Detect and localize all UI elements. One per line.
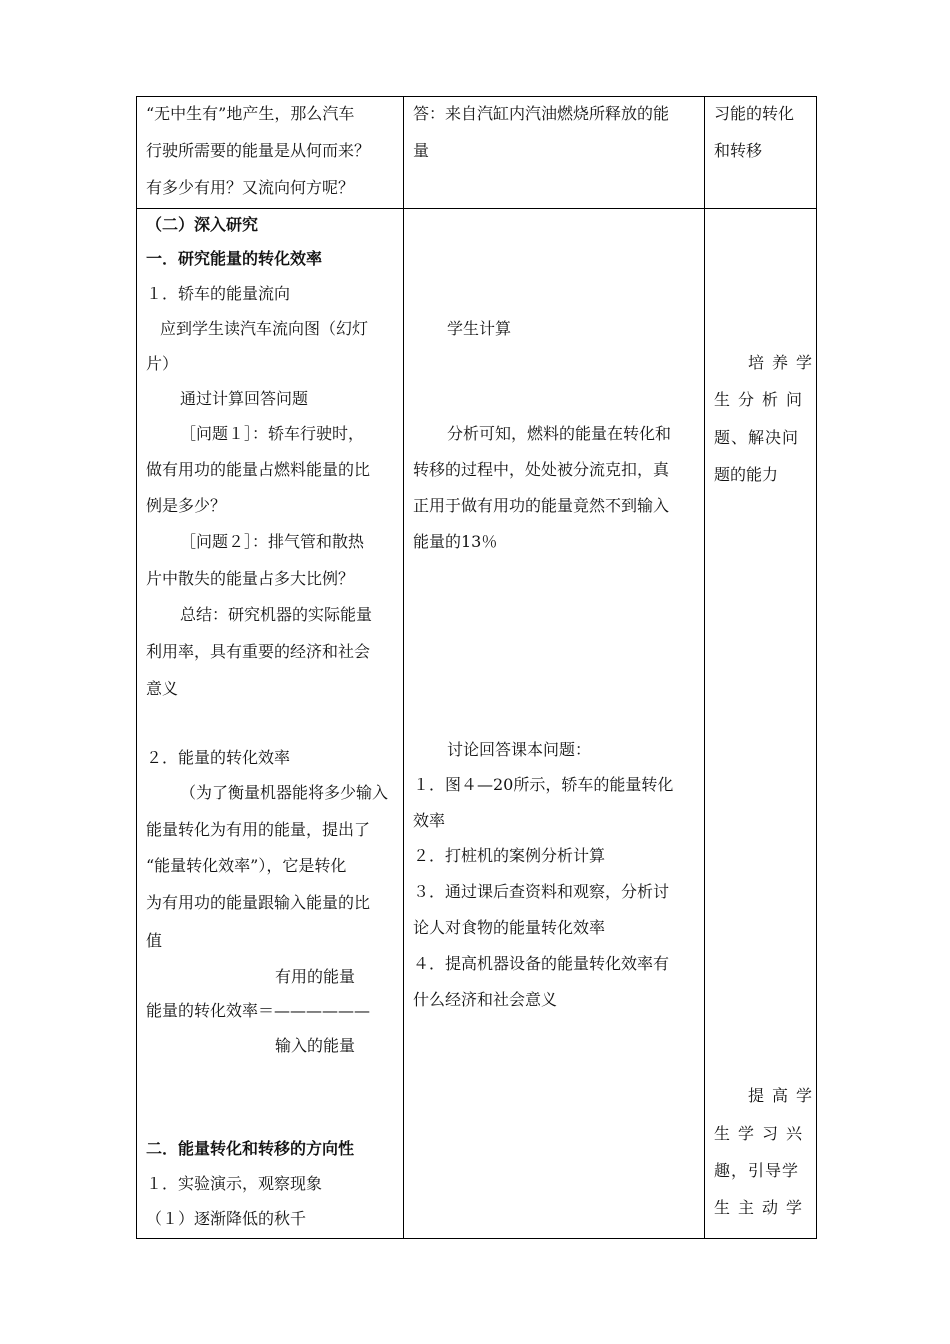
text-line: 能量转化为有用的能量，提出了: [146, 820, 371, 839]
discussion-item: ４．提高机器设备的能量转化效率有: [413, 954, 670, 973]
discussion-item: ３．通过课后查资料和观察，分析讨: [413, 882, 670, 901]
text-line: 做有用功的能量占燃料能量的比: [146, 460, 371, 479]
text-line: （为了衡量机器能将多少输入: [180, 783, 389, 802]
subheading-2: ２．能量的转化效率: [146, 748, 291, 767]
question-2: ［问题２］：排气管和散热: [180, 532, 365, 551]
formula-lhs: 能量的转化效率＝——————: [146, 1001, 371, 1020]
text-line: 为有用功的能量跟输入能量的比: [146, 893, 371, 912]
experiment-item: １．实验演示，观察现象: [146, 1174, 323, 1193]
analysis: 分析可知，燃料的能量在转化和: [447, 424, 672, 443]
discussion-item: ２．打桩机的案例分析计算: [413, 846, 606, 865]
top-left-line-3: 有多少有用？又流向何方呢？: [146, 178, 355, 197]
text-line: 应到学生读汽车流向图（幻灯: [160, 319, 369, 338]
table-top-border: [136, 96, 817, 97]
goal-text: 题的能力: [714, 465, 779, 484]
text-line: 值: [146, 931, 163, 950]
text-line: “能量转化效率”），它是转化: [146, 856, 347, 875]
discussion-heading: 讨论回答课本问题：: [447, 740, 592, 759]
goal-text: 趣，引导学: [714, 1161, 800, 1180]
text-line: 意义: [146, 679, 179, 698]
heading-2: 二．能量转化和转移的方向性: [146, 1139, 355, 1158]
experiment-subitem: （１）逐渐降低的秋千: [146, 1209, 307, 1228]
top-right-line-1: 习能的转化: [714, 104, 795, 123]
heading-1: 一．研究能量的转化效率: [146, 249, 323, 268]
subheading-1: １．轿车的能量流向: [146, 284, 291, 303]
goal-text: 生主动学: [714, 1198, 811, 1217]
table-bottom-border: [136, 1238, 817, 1239]
text-line: 通过计算回答问题: [180, 389, 309, 408]
text-line: 正用于做有用功的能量竟然不到输入: [413, 496, 670, 515]
summary: 总结：研究机器的实际能量: [180, 605, 373, 624]
text-line: 能量的13％: [413, 532, 498, 551]
text-line: 学生计算: [447, 319, 512, 338]
goal-text: 培养学: [748, 353, 821, 372]
text-line: 效率: [413, 811, 446, 830]
top-left-line-1: “无中生有”地产生，那么汽车: [146, 104, 355, 123]
top-left-line-2: 行驶所需要的能量是从何而来？: [146, 141, 371, 160]
goal-text: 生学习兴: [714, 1124, 811, 1143]
table-right-border: [816, 96, 817, 1239]
top-mid-line-1: 答：来自汽缸内汽油燃烧所释放的能: [413, 104, 670, 123]
goal-text: 生分析问: [714, 390, 811, 409]
question-1: ［问题１］：轿车行驶时，: [180, 424, 365, 443]
text-line: 什么经济和社会意义: [413, 990, 558, 1009]
discussion-item: １．图４—20所示，轿车的能量转化: [413, 775, 674, 794]
text-line: 转移的过程中，处处被分流克扣，真: [413, 460, 670, 479]
table-row-divider: [136, 208, 817, 209]
goal-text: 题、解决问: [714, 428, 800, 447]
section-heading: （二）深入研究: [146, 215, 259, 234]
table-left-border: [136, 96, 137, 1239]
goal-text: 提高学: [748, 1086, 821, 1105]
text-line: 利用率，具有重要的经济和社会: [146, 642, 371, 661]
formula-denominator: 输入的能量: [275, 1036, 356, 1055]
top-mid-line-2: 量: [413, 141, 430, 160]
text-line: 论人对食物的能量转化效率: [413, 918, 606, 937]
top-right-line-2: 和转移: [714, 141, 763, 160]
text-line: 片）: [146, 354, 179, 373]
text-line: 片中散失的能量占多大比例？: [146, 569, 355, 588]
text-line: 例是多少？: [146, 496, 227, 515]
formula-numerator: 有用的能量: [275, 967, 356, 986]
table-col-divider-2: [704, 96, 705, 1239]
table-col-divider-1: [403, 96, 404, 1239]
